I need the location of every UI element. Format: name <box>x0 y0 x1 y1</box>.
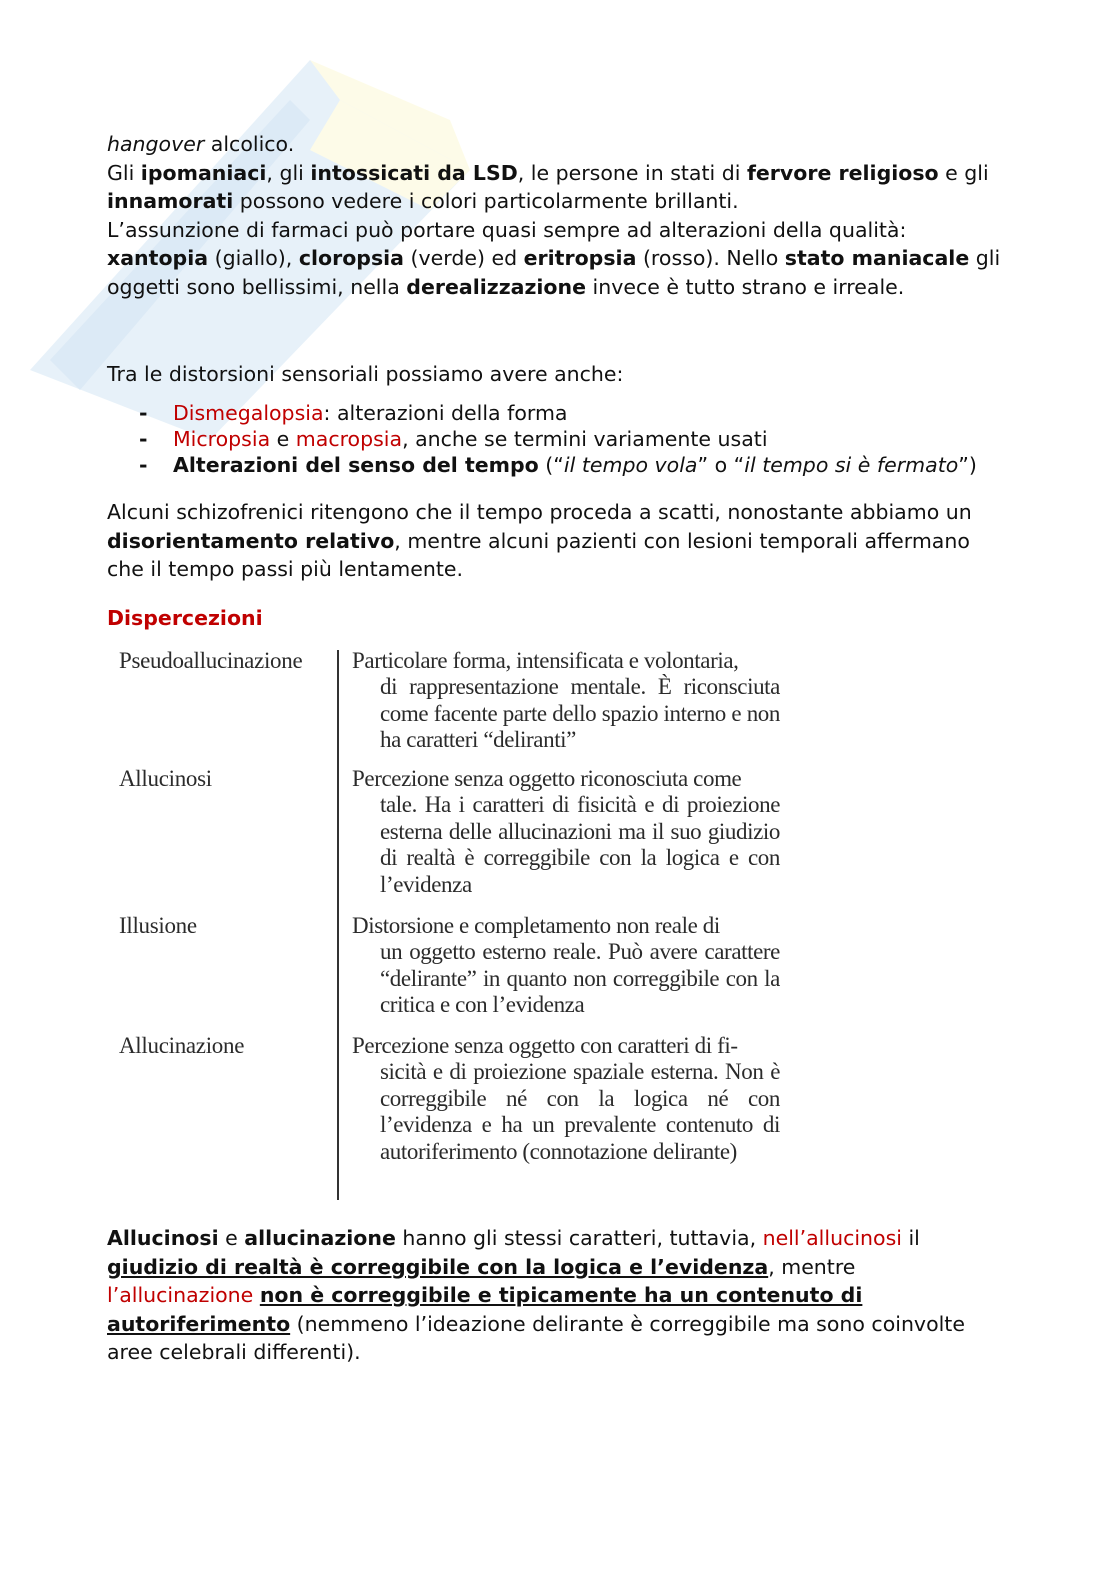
text: invece è tutto strano e irreale. <box>586 274 905 299</box>
text: alcolico. <box>204 132 295 156</box>
distortions-lead: Tra le distorsioni sensoriali possiamo avere anche: <box>107 361 624 386</box>
desc-line: Percezione senza oggetto con caratteri di fi- <box>352 1032 738 1058</box>
desc-text: un oggetto esterno reale. Può avere carattere “delirante” in quanto non correggibile con la critica e con l’evidenza <box>380 939 780 1018</box>
bold-term: cloropsia <box>298 246 405 271</box>
list-item <box>107 452 1007 478</box>
text: (giallo), <box>208 246 299 271</box>
italic-term: hangover <box>107 132 205 156</box>
bullet: - <box>139 427 148 452</box>
bold-term: disorientamento relativo <box>107 528 395 553</box>
red-term: Dismegalopsia <box>173 401 324 426</box>
term-allucinazione: Allucinazione <box>119 1032 245 1058</box>
bold-term: allucinazione <box>244 1225 396 1250</box>
section-heading: Dispercezioni <box>107 605 263 630</box>
text: gli oggetti sono bellissimi, nella <box>107 246 1001 299</box>
desc-text: tale. Ha i caratteri di fisicità e di proiezione esterna delle allucinazioni ma il suo giudizio di realtà è correggibile con la logica e con l’evidenza <box>380 792 780 897</box>
desc-pseudoallucinazione <box>352 648 780 754</box>
table-divider <box>337 650 339 1200</box>
bold-term: fervore religioso <box>746 160 939 185</box>
list-item <box>107 400 1007 426</box>
bold-term: Alterazioni del senso del tempo <box>173 453 539 478</box>
text: hanno gli stessi caratteri, tuttavia, <box>395 1225 763 1250</box>
text: (verde) ed <box>404 246 524 271</box>
bold-term: xantopia <box>107 246 209 271</box>
text: ” o “ <box>697 453 745 478</box>
text: Alcuni schizofrenici ritengono che il tempo proceda a scatti, nonostante abbiamo un <box>107 500 972 525</box>
text: : alterazioni della forma <box>323 401 568 426</box>
bullet: - <box>139 401 148 426</box>
red-term: l’allucinazione <box>107 1283 254 1308</box>
distortions-list <box>107 400 1007 478</box>
text: , anche se termini variamente usati <box>402 427 768 452</box>
red-term: Micropsia <box>173 427 271 452</box>
bold-term: stato maniacale <box>784 246 970 271</box>
bold-term: Allucinosi <box>107 1225 219 1250</box>
text: e <box>270 427 296 452</box>
text: (nemmeno l’ideazione delirante è correggibile ma sono coinvolte aree celebrali differenti). <box>107 1311 965 1365</box>
text: , mentre <box>768 1254 856 1279</box>
text: il <box>901 1225 920 1250</box>
desc-illusione <box>352 913 780 1019</box>
text: (“ <box>538 453 564 478</box>
underlined-bold-phrase: giudizio di realtà è correggibile con la logica e l’evidenza <box>107 1254 769 1279</box>
text: ”) <box>958 453 977 478</box>
text: e gli <box>938 160 989 185</box>
italic-term: il tempo vola <box>563 453 698 478</box>
text: , gli <box>266 160 311 185</box>
text: (rosso). Nello <box>636 246 785 271</box>
document-page <box>107 130 1007 1367</box>
red-term: macropsia <box>295 427 403 452</box>
desc-line: Percezione senza oggetto riconosciuta come <box>352 765 742 791</box>
dispercezioni-table <box>117 646 787 1206</box>
list-item <box>107 426 1007 452</box>
text: Gli <box>107 160 141 185</box>
text: , le persone in stati di <box>517 160 747 185</box>
closing-paragraph <box>107 1224 1007 1367</box>
text: , mentre alcuni pazienti con lesioni temporali affermano che il tempo passi più lentamente. <box>107 528 970 582</box>
desc-text: di rappresentazione mentale. È riconsciuta come facente parte dello spazio interno e non ha caratteri “deliranti” <box>380 674 780 753</box>
text: possono vedere i colori particolarmente brillanti. <box>233 189 739 214</box>
term-allucinosi: Allucinosi <box>119 765 212 791</box>
term-illusione: Illusione <box>119 912 197 938</box>
bold-term: ipomaniaci <box>140 160 267 185</box>
bold-term: eritropsia <box>523 246 637 271</box>
underlined-bold-phrase: non è correggibile e tipicamente ha un contenuto di autoriferimento <box>107 1283 863 1336</box>
text: e <box>218 1225 245 1250</box>
bold-term: innamorati <box>107 189 234 214</box>
desc-allucinosi <box>352 766 780 899</box>
schizo-paragraph <box>107 498 1007 584</box>
desc-allucinazione <box>352 1033 780 1166</box>
term-pseudoallucinazione: Pseudoallucinazione <box>119 647 303 673</box>
desc-text: sicità e di proiezione spaziale esterna. Non è correggibile né con la logica né con l’evidenza e ha un prevalente contenuto di autoriferimento (connotazione delirante) <box>380 1059 780 1164</box>
desc-line: Distorsione e completamento non reale di <box>352 912 720 938</box>
desc-line: Particolare forma, intensificata e volontaria, <box>352 647 739 673</box>
bold-term: derealizzazione <box>406 274 587 299</box>
italic-term: il tempo si è fermato <box>744 453 959 478</box>
red-term: nell’allucinosi <box>762 1225 902 1250</box>
text: L’assunzione di farmaci può portare quasi sempre ad alterazioni della qualità: <box>107 217 907 242</box>
bullet: - <box>139 453 148 478</box>
bold-term: intossicati da LSD <box>310 160 518 185</box>
intro-paragraph <box>107 130 1007 302</box>
